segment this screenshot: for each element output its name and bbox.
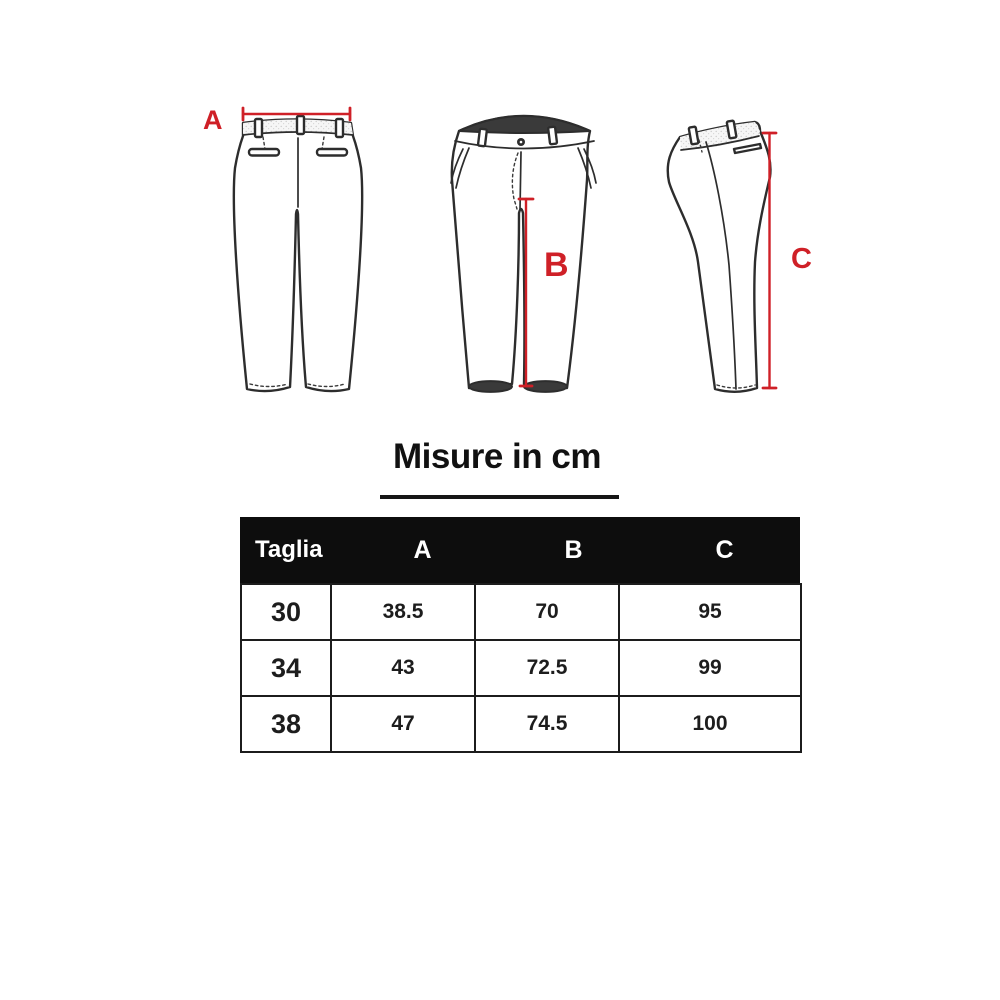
page-title: Misure in cm <box>393 437 601 476</box>
side-belt-loop-front <box>689 127 699 145</box>
side-outline <box>668 122 771 392</box>
size-cell: 38 <box>241 696 331 752</box>
measurement-label-a: A <box>203 105 223 135</box>
measurement-label-c: C <box>791 243 812 275</box>
size-table-header <box>240 517 800 583</box>
front-hem-left <box>469 381 512 392</box>
value-cell-b: 74.5 <box>475 696 619 752</box>
measurement-label-b: B <box>544 246 569 284</box>
back-pocket-left <box>249 149 279 156</box>
value-cell-b: 72.5 <box>475 640 619 696</box>
value-cell-a: 43 <box>331 640 475 696</box>
size-table <box>240 583 802 753</box>
front-center-seam <box>520 152 521 210</box>
size-cell: 30 <box>241 584 331 640</box>
back-belt-loop-center <box>297 116 304 134</box>
header-taglia: Taglia <box>255 536 323 563</box>
side-belt-loop-back <box>727 121 737 139</box>
pants-front-view-drawing <box>451 116 596 392</box>
table-row-size-38 <box>241 696 801 752</box>
pants-back-view-drawing <box>203 105 362 391</box>
value-cell-c: 100 <box>619 696 801 752</box>
back-belt-loop-right <box>336 119 343 137</box>
back-belt-loop-left <box>255 119 262 137</box>
header-a: A <box>413 535 432 564</box>
front-button-center <box>520 141 523 144</box>
title-underline <box>380 495 619 499</box>
pants-side-view-drawing <box>668 121 812 392</box>
table-row-size-34 <box>241 640 801 696</box>
value-cell-a: 38.5 <box>331 584 475 640</box>
value-cell-a: 47 <box>331 696 475 752</box>
pants-measurement-diagram <box>0 0 1000 430</box>
value-cell-b: 70 <box>475 584 619 640</box>
header-b: B <box>564 535 583 564</box>
value-cell-c: 95 <box>619 584 801 640</box>
front-belt-loop-left <box>478 129 487 147</box>
front-belt-loop-right <box>548 127 557 145</box>
size-cell: 34 <box>241 640 331 696</box>
back-pocket-right <box>317 149 347 156</box>
value-cell-c: 99 <box>619 640 801 696</box>
table-row-size-30 <box>241 584 801 640</box>
header-c: C <box>715 535 734 564</box>
